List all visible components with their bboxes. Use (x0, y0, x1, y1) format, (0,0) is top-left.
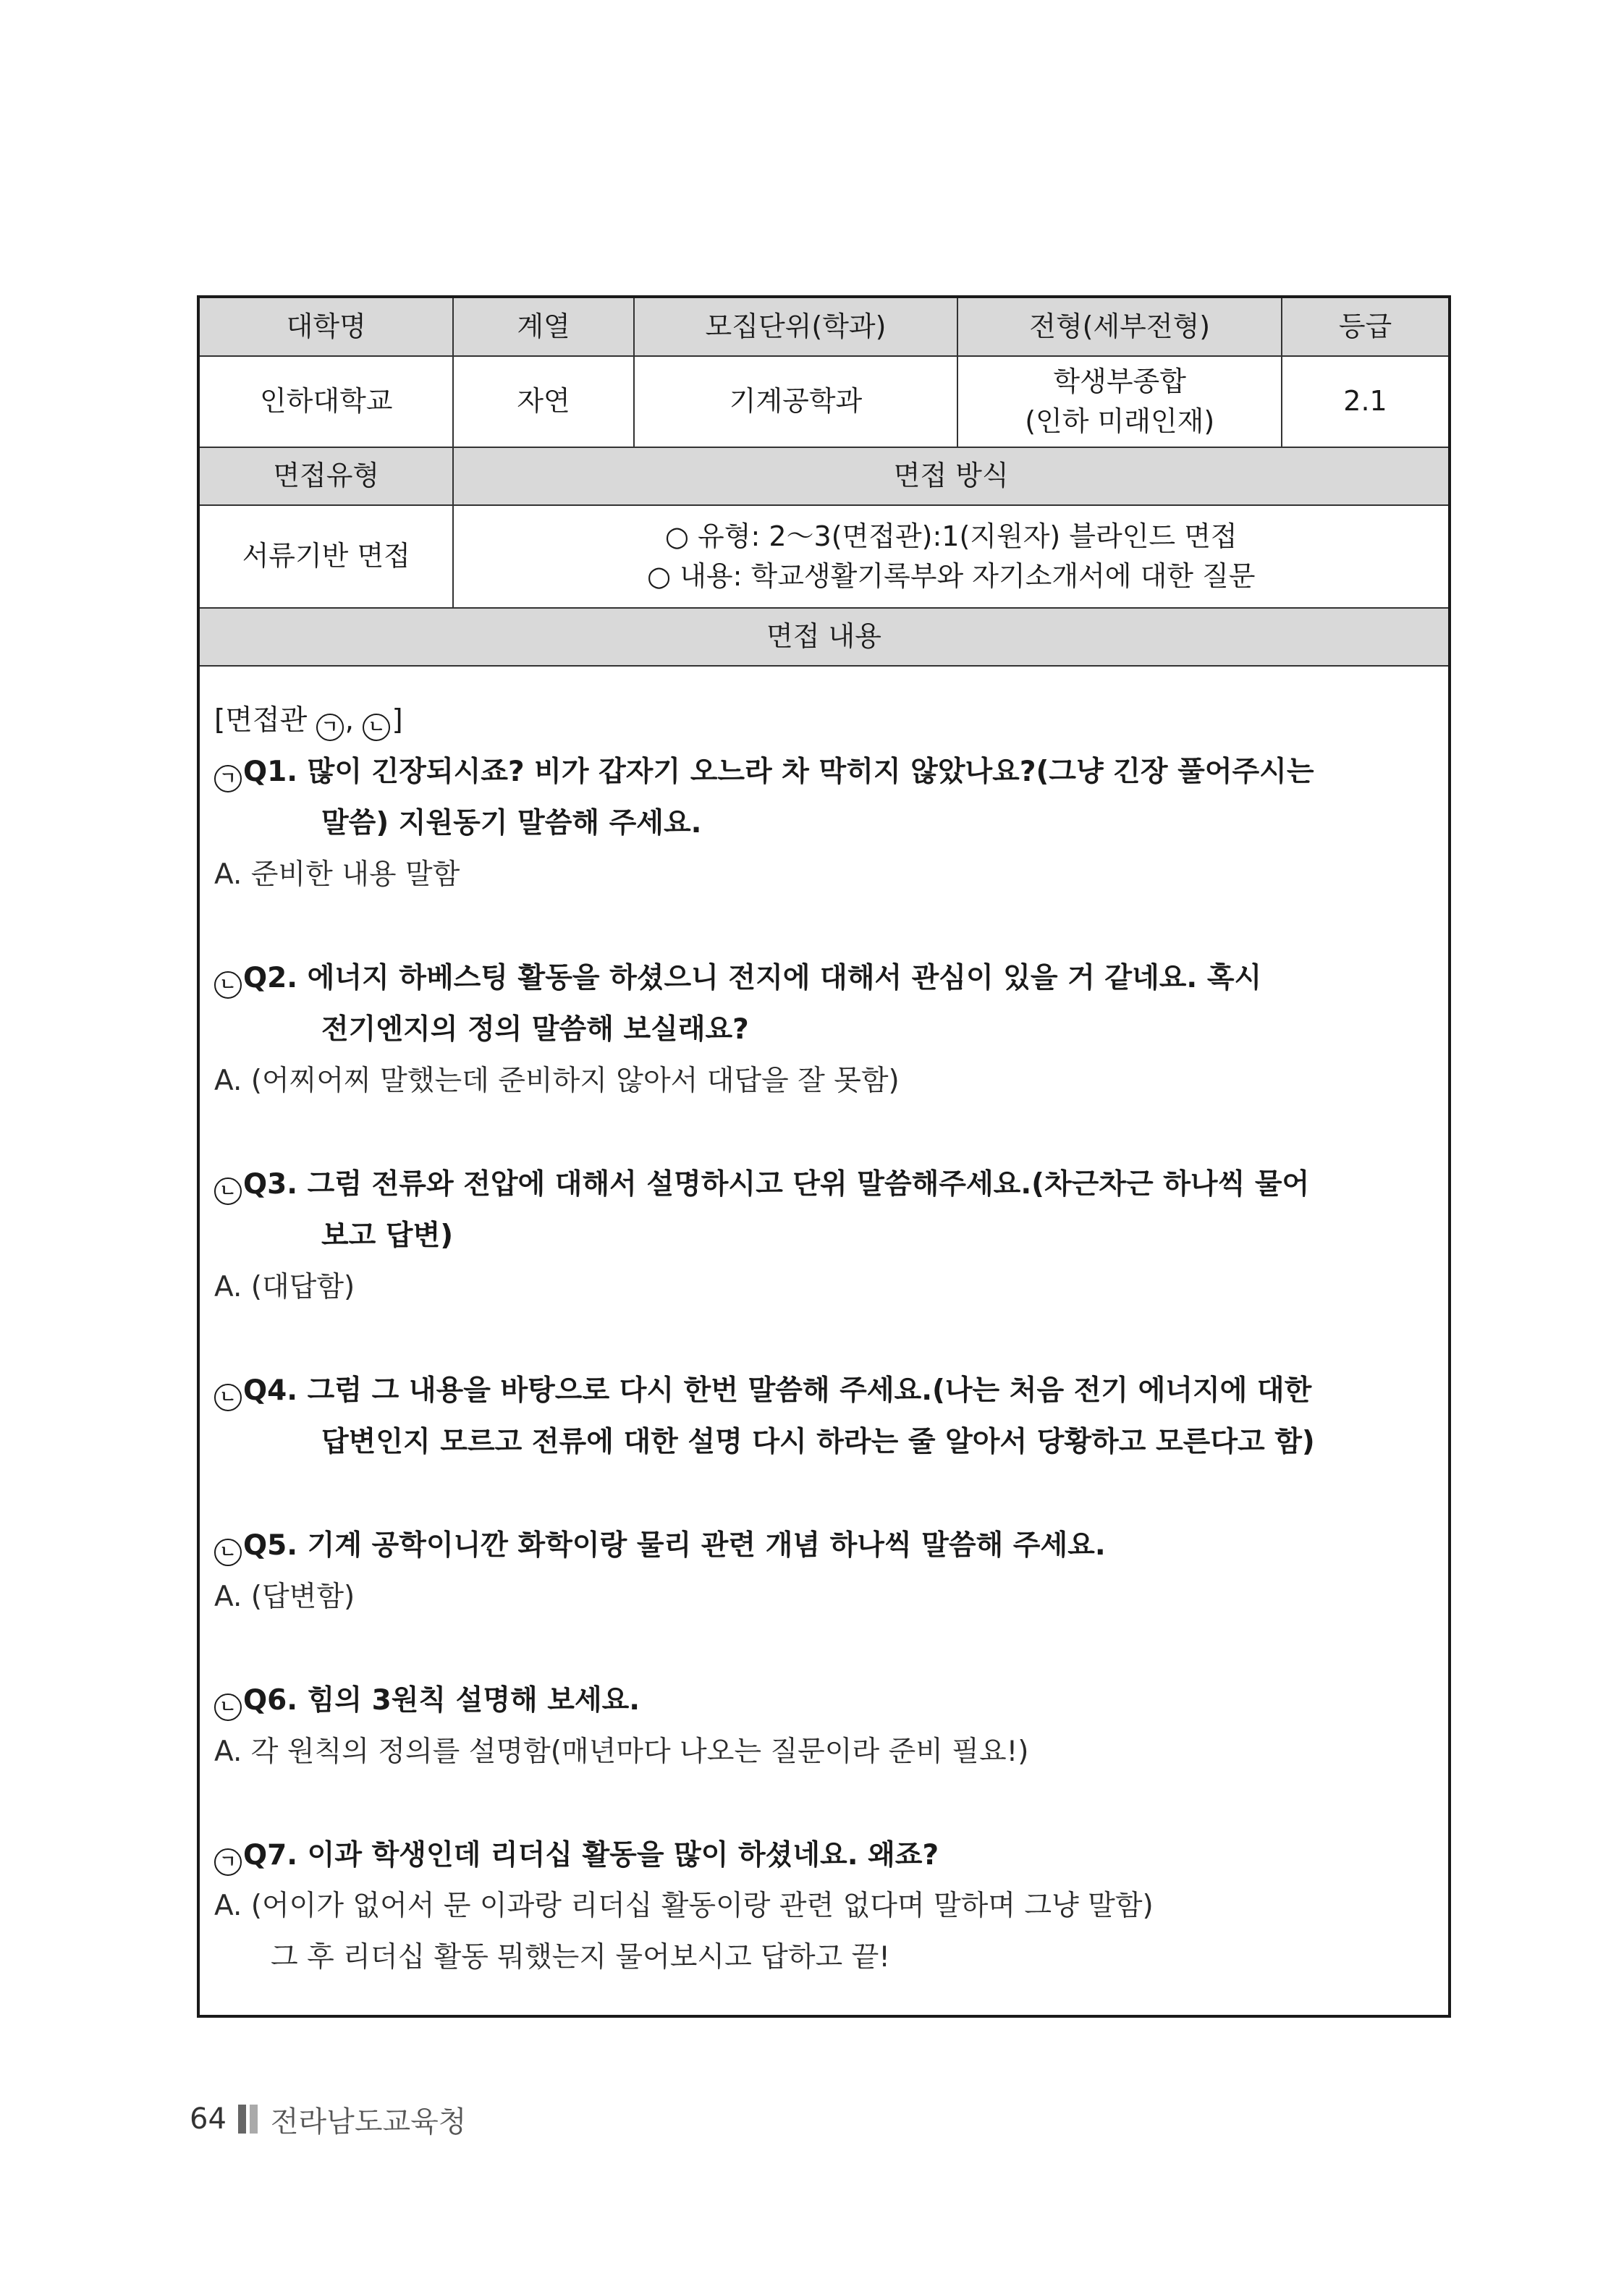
method-row (200, 505, 1448, 608)
interview-sheet (197, 295, 1451, 2018)
header-grade: 등급 (1282, 298, 1448, 356)
answer-1: A. 준비한 내용 말함 (214, 858, 460, 891)
interviewers-suffix: ] (392, 704, 403, 737)
answer-7-cont: 그 후 리더십 활동 뭐했는지 물어보시고 답하고 끝! (271, 1941, 890, 1974)
header-department: 모집단위(학과) (634, 298, 958, 356)
value-grade: 2.1 (1282, 356, 1448, 447)
publisher-name: 전라남도교육청 (270, 2105, 467, 2139)
info-table (200, 298, 1448, 667)
marker-b-icon: ㄴ (214, 1694, 242, 1721)
question-5 (214, 1521, 1434, 1572)
question-1 (214, 747, 1434, 798)
answer-7: A. (어이가 없어서 문 이과랑 리더십 활동이랑 관련 없다며 말하며 그냥 말함) (214, 1890, 1154, 1923)
marker-b-icon: ㄴ (363, 714, 390, 741)
question-4-cont: 답변인지 모르고 전류에 대한 설명 다시 하라는 줄 알아서 당황하고 모른다고 함) (321, 1425, 1315, 1458)
answer-5: A. (답변함) (214, 1580, 355, 1613)
question-text: Q5. 기계 공학이니깐 화학이랑 물리 관련 개념 하나씩 말씀해 주세요. (243, 1529, 1106, 1562)
marker-b-icon: ㄴ (214, 971, 242, 999)
value-field: 자연 (453, 356, 633, 447)
answer-6: A. 각 원칙의 정의를 설명함(매년마다 나오는 질문이라 준비 필요!) (214, 1735, 1029, 1768)
header-university: 대학명 (200, 298, 453, 356)
question-6 (214, 1675, 1434, 1727)
marker-a-icon: ㄱ (214, 1848, 242, 1876)
interviewers-line (214, 695, 1434, 747)
method-line-2: ○ 내용: 학교생활기록부와 자기소개서에 대한 질문 (646, 560, 1256, 592)
question-text: Q2. 에너지 하베스팅 활동을 하셨으니 전지에 대해서 관심이 있을 거 같네요. 혹시 (243, 961, 1262, 994)
question-2-cont: 전기엔지의 정의 말씀해 보실래요? (321, 1012, 749, 1046)
content-label: 면접 내용 (200, 608, 1448, 666)
header-admission: 전형(세부전형) (957, 298, 1282, 356)
question-text: Q1. 많이 긴장되시죠? 비가 갑자기 오느라 차 막히지 않았나요?(그냥 긴장 풀어주시는 (243, 755, 1314, 788)
method-line-1: ○ 유형: 2～3(면접관):1(지원자) 블라인드 면접 (664, 520, 1238, 552)
question-3-cont: 보고 답변) (321, 1219, 454, 1252)
spacer (214, 1623, 1434, 1675)
admission-line-1: 학생부종합 (1053, 365, 1186, 397)
question-text: Q3. 그럼 전류와 전압에 대해서 설명하시고 단위 말씀해주세요.(차근차근 하나씩 물어 (243, 1167, 1310, 1201)
question-7 (214, 1830, 1434, 1882)
spacer (214, 1468, 1434, 1521)
spacer (214, 1107, 1434, 1159)
interviewers-prefix: [면접관 (214, 704, 308, 737)
question-1-cont: 말씀) 지원동기 말씀해 주세요. (321, 806, 702, 840)
question-text: Q6. 힘의 3원칙 설명해 보세요. (243, 1683, 640, 1717)
marker-b-icon: ㄴ (214, 1177, 242, 1205)
value-admission (957, 356, 1282, 447)
answer-3: A. (대답함) (214, 1270, 355, 1303)
question-text: Q4. 그럼 그 내용을 바탕으로 다시 한번 말씀해 주세요.(나는 처음 전기 에너지에 대한 (243, 1374, 1312, 1407)
subheader-row (200, 447, 1448, 505)
interview-content (200, 667, 1448, 1984)
question-text: Q7. 이과 학생인데 리더십 활동을 많이 하셨네요. 왜죠? (243, 1838, 939, 1872)
spacer (214, 1778, 1434, 1830)
marker-a-icon: ㄱ (316, 714, 344, 741)
question-2 (214, 953, 1434, 1005)
question-3 (214, 1159, 1434, 1211)
interview-type-label: 면접유형 (200, 447, 453, 505)
header-row (200, 298, 1448, 356)
marker-b-icon: ㄴ (214, 1539, 242, 1566)
answer-2: A. (어찌어찌 말했는데 준비하지 않아서 대답을 잘 못함) (214, 1064, 900, 1097)
interview-method-value (453, 505, 1448, 608)
values-row (200, 356, 1448, 447)
spacer (214, 901, 1434, 953)
page-footer (190, 2097, 466, 2141)
content-header-row (200, 608, 1448, 666)
divider-bars-icon (238, 2105, 258, 2134)
header-field: 계열 (453, 298, 633, 356)
marker-a-icon: ㄱ (214, 765, 242, 792)
question-4 (214, 1366, 1434, 1417)
value-department: 기계공학과 (634, 356, 958, 447)
marker-b-icon: ㄴ (214, 1384, 242, 1411)
interview-type-value: 서류기반 면접 (200, 505, 453, 608)
spacer (214, 1314, 1434, 1366)
page-number: 64 (190, 2102, 227, 2136)
admission-line-2: (인하 미래인재) (1025, 405, 1215, 437)
interview-method-label: 면접 방식 (453, 447, 1448, 505)
interviewers-sep: , (344, 704, 355, 737)
value-university: 인하대학교 (200, 356, 453, 447)
